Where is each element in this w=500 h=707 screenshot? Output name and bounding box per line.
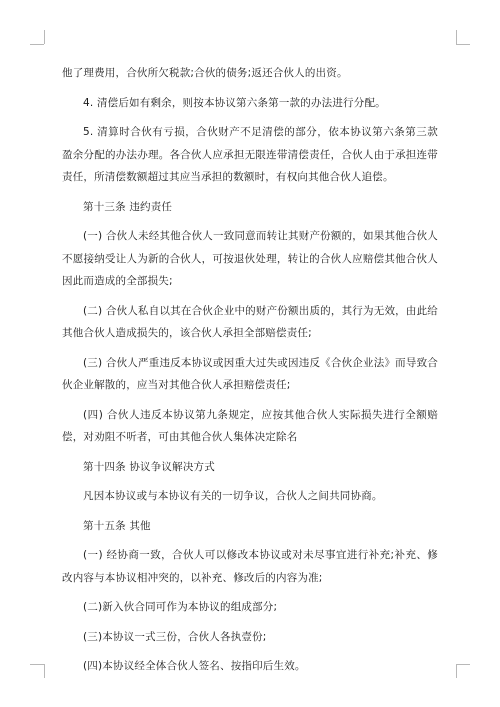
- crop-mark-top-left-h: [30, 44, 44, 45]
- crop-mark-bottom-right-v: [456, 664, 457, 678]
- article-13-clause-1: (一) 合伙人未经其他合伙人一致同意而转让其财产份额的，如果其他合伙人不愿接纳受让人为新的合伙人，可按退伙处理，转让的合伙人应赔偿其他合伙人因此而造成的全部损失;: [62, 230, 438, 287]
- article-13-clause-4: (四) 合伙人违反本协议第九条规定，应按其他合伙人实际损失进行全额赔偿，对劝阻不听者，可由其他合伙人集体决定除名: [62, 408, 438, 443]
- paragraph-continuation: 他了理费用，合伙所欠税款;合伙的债务;返还合伙人的出资。: [62, 67, 348, 79]
- article-13-clause-2: (二) 合伙人私自以其在合伙企业中的财产份额出质的，其行为无效，由此给其他合伙人造成损失的，该合伙人承担全部赔偿责任;: [62, 304, 438, 339]
- crop-mark-top-right-h: [456, 44, 470, 45]
- crop-mark-bottom-right-h: [456, 664, 470, 665]
- crop-mark-bottom-left-h: [30, 664, 44, 665]
- crop-mark-top-left-v: [44, 30, 45, 44]
- article-15-heading: 第十五条 其他: [83, 519, 151, 532]
- crop-mark-bottom-left-v: [44, 664, 45, 678]
- article-13-clause-3: (三) 合伙人严重违反本协议或因重大过失或因违反《合伙企业法》而导致合伙企业解散的，应当对其他合伙人承担赔偿责任;: [62, 356, 438, 391]
- paragraph-item-5: 5. 清算时合伙有亏损，合伙财产不足清偿的部分，依本协议第六条第三款盈余分配的办法办理。各合伙人应承担无限连带清偿责任，合伙人由于承担连带责任，所清偿数额超过其应当承担的数额时，有权向其他合伙人追偿。: [62, 126, 438, 183]
- paragraph-item-4: 4. 清偿后如有剩余，则按本协议第六条第一款的办法进行分配。: [83, 96, 386, 109]
- article-14-heading: 第十四条 协议争议解决方式: [83, 460, 215, 473]
- article-15-clause-4: (四)本协议经全体合伙人签名、按指印后生效。: [83, 660, 306, 672]
- article-13-heading: 第十三条 违约责任: [83, 200, 173, 213]
- article-14-body: 凡因本协议或与本协议有关的一切争议，合伙人之间共同协商。: [83, 490, 383, 502]
- document-body: [62, 62, 438, 685]
- article-15-clause-1: (一) 经协商一致，合伙人可以修改本协议或对未尽事宜进行补充;补充、修改内容与本协议相冲突的，以补充、修改后的内容为准;: [62, 549, 438, 584]
- crop-mark-top-right-v: [456, 30, 457, 44]
- article-15-clause-2: (二)新入伙合同可作为本协议的组成部分;: [83, 601, 278, 613]
- article-15-clause-3: (三)本协议一式三份，合伙人各执壹份;: [83, 630, 267, 643]
